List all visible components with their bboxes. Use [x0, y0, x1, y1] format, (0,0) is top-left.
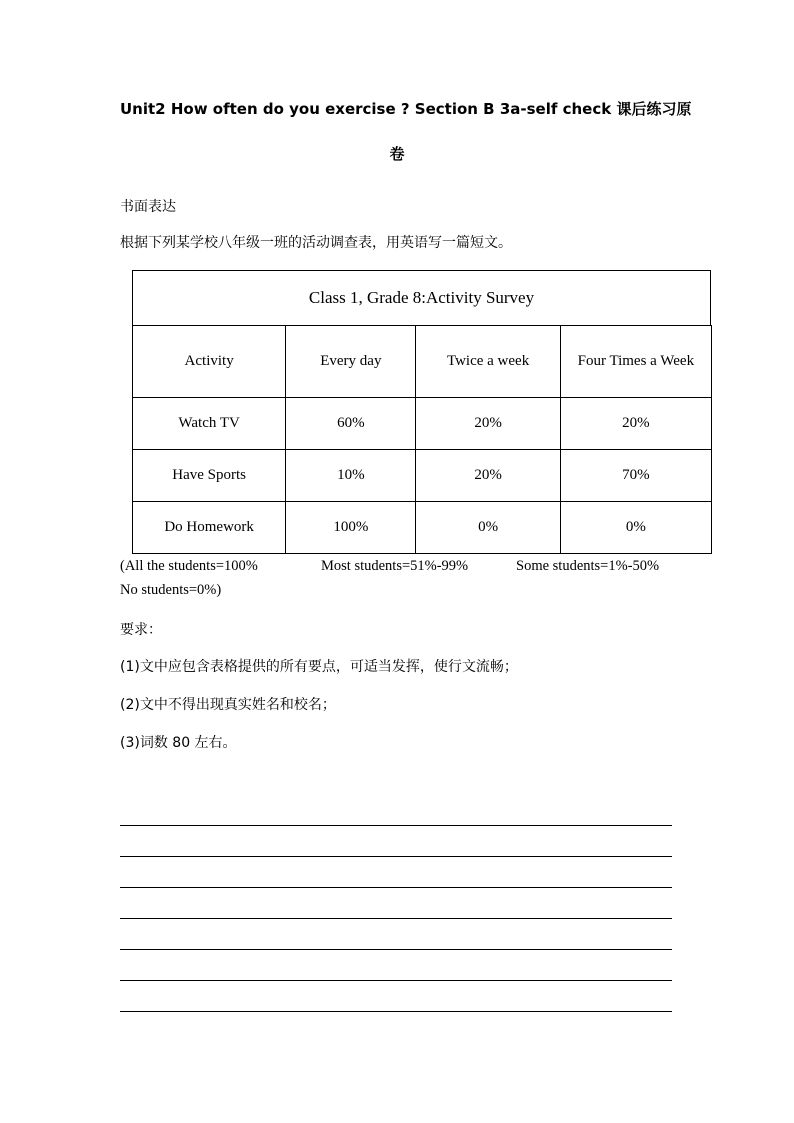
survey-table	[132, 270, 712, 554]
table-row	[133, 398, 712, 450]
section-heading: 书面表达	[120, 199, 176, 215]
survey-grid	[132, 325, 712, 554]
requirement-item-2: (2)文中不得出现真实姓名和校名；	[120, 697, 336, 713]
activity-cell: Watch TV	[133, 398, 286, 450]
instruction-text: 根据下列某学校八年级一班的活动调查表，用英语写一篇短文。	[120, 235, 512, 251]
table-row	[133, 502, 712, 554]
table-header-row	[133, 326, 712, 398]
header-twice-a-week: Twice a week	[416, 326, 560, 398]
requirement-item-1: (1)文中应包含表格提供的所有要点，可适当发挥，使行文流畅；	[120, 659, 518, 675]
activity-cell: Have Sports	[133, 450, 286, 502]
percent-cell: 70%	[560, 450, 711, 502]
header-every-day: Every day	[286, 326, 416, 398]
survey-title: Class 1, Grade 8:Activity Survey	[132, 270, 711, 325]
percent-cell: 60%	[286, 398, 416, 450]
percent-cell: 20%	[416, 450, 560, 502]
requirement-item-3: (3)词数 80 左右。	[120, 735, 237, 751]
activity-cell: Do Homework	[133, 502, 286, 554]
percent-cell: 100%	[286, 502, 416, 554]
answer-line[interactable]	[120, 980, 672, 981]
legend-some-students: Some students=1%-50%	[516, 558, 660, 574]
table-row	[133, 450, 712, 502]
legend-no-students: No students=0%)	[120, 582, 222, 598]
legend-most-students: Most students=51%-99%	[321, 558, 469, 574]
answer-line[interactable]	[120, 949, 672, 950]
document-title-line-2: 卷	[389, 145, 405, 163]
header-activity: Activity	[133, 326, 286, 398]
answer-line[interactable]	[120, 1011, 672, 1012]
percent-cell: 10%	[286, 450, 416, 502]
header-four-times-a-week: Four Times a Week	[560, 326, 711, 398]
requirements-heading: 要求：	[120, 622, 162, 638]
answer-line[interactable]	[120, 887, 672, 888]
document-title-line-1: Unit2 How often do you exercise ? Section B 3a-self check 课后练习原	[120, 100, 692, 118]
answer-line[interactable]	[120, 856, 672, 857]
answer-line[interactable]	[120, 825, 672, 826]
legend-all-students: (All the students=100%	[120, 558, 258, 574]
percent-cell: 20%	[416, 398, 560, 450]
percent-cell: 0%	[416, 502, 560, 554]
answer-line[interactable]	[120, 918, 672, 919]
percent-cell: 20%	[560, 398, 711, 450]
percent-cell: 0%	[560, 502, 711, 554]
